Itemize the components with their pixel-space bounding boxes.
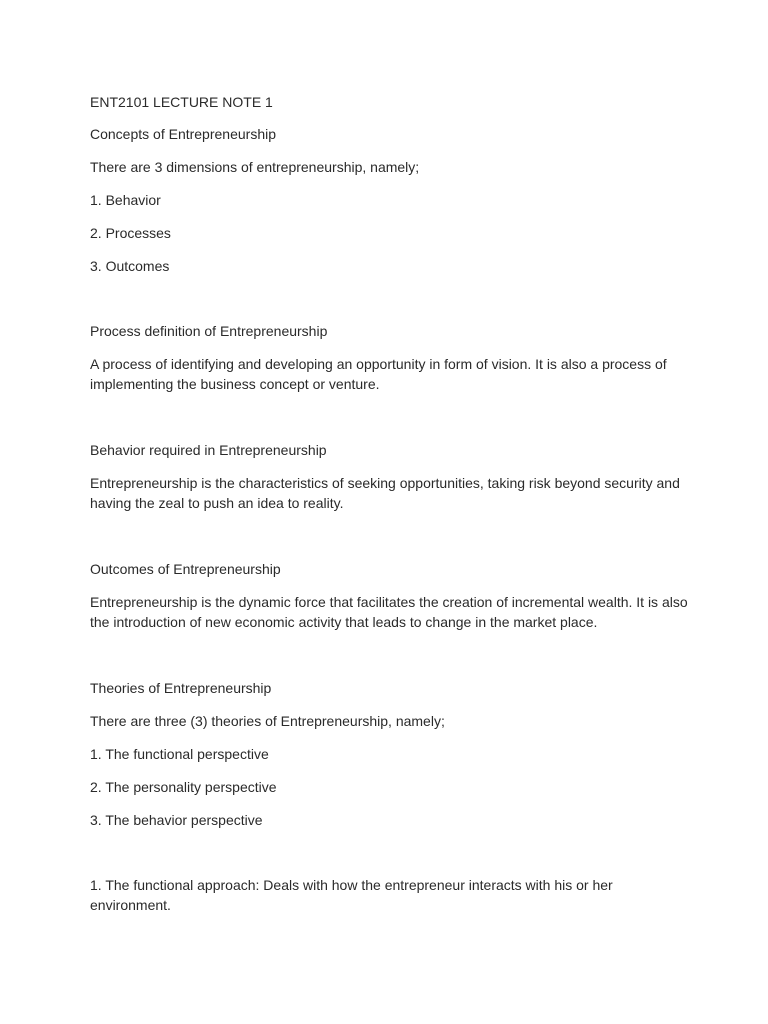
document-heading: ENT2101 LECTURE NOTE 1 bbox=[90, 94, 273, 110]
theories-intro: There are three (3) theories of Entrepreneurship, namely; bbox=[90, 713, 445, 729]
process-paragraph: A process of identifying and developing an opportunity in form of vision. It is also a process of implementing the business concept or venture. bbox=[90, 356, 667, 392]
behavior-title: Behavior required in Entrepreneurship bbox=[90, 442, 327, 458]
dimension-item: 1. Behavior bbox=[90, 192, 161, 208]
dimension-item: 2. Processes bbox=[90, 225, 171, 241]
theory-item: 1. The functional perspective bbox=[90, 746, 269, 762]
dimension-item: 3. Outcomes bbox=[90, 258, 170, 274]
outcomes-title: Outcomes of Entrepreneurship bbox=[90, 561, 281, 577]
dimensions-intro: There are 3 dimensions of entrepreneurship, namely; bbox=[90, 159, 420, 175]
process-title: Process definition of Entrepreneurship bbox=[90, 323, 328, 339]
functional-approach-paragraph: 1. The functional approach: Deals with how the entrepreneur interacts with his or her environment. bbox=[90, 877, 613, 913]
theories-title: Theories of Entrepreneurship bbox=[90, 680, 272, 696]
concepts-title: Concepts of Entrepreneurship bbox=[90, 126, 276, 142]
theory-item: 3. The behavior perspective bbox=[90, 812, 263, 828]
outcomes-paragraph: Entrepreneurship is the dynamic force that facilitates the creation of incremental wealth. It is also the introduction of new economic activity that leads to change in the market place. bbox=[90, 594, 688, 630]
theory-item: 2. The personality perspective bbox=[90, 779, 277, 795]
behavior-paragraph: Entrepreneurship is the characteristics of seeking opportunities, taking risk beyond security and having the zeal to push an idea to reality. bbox=[90, 475, 680, 511]
